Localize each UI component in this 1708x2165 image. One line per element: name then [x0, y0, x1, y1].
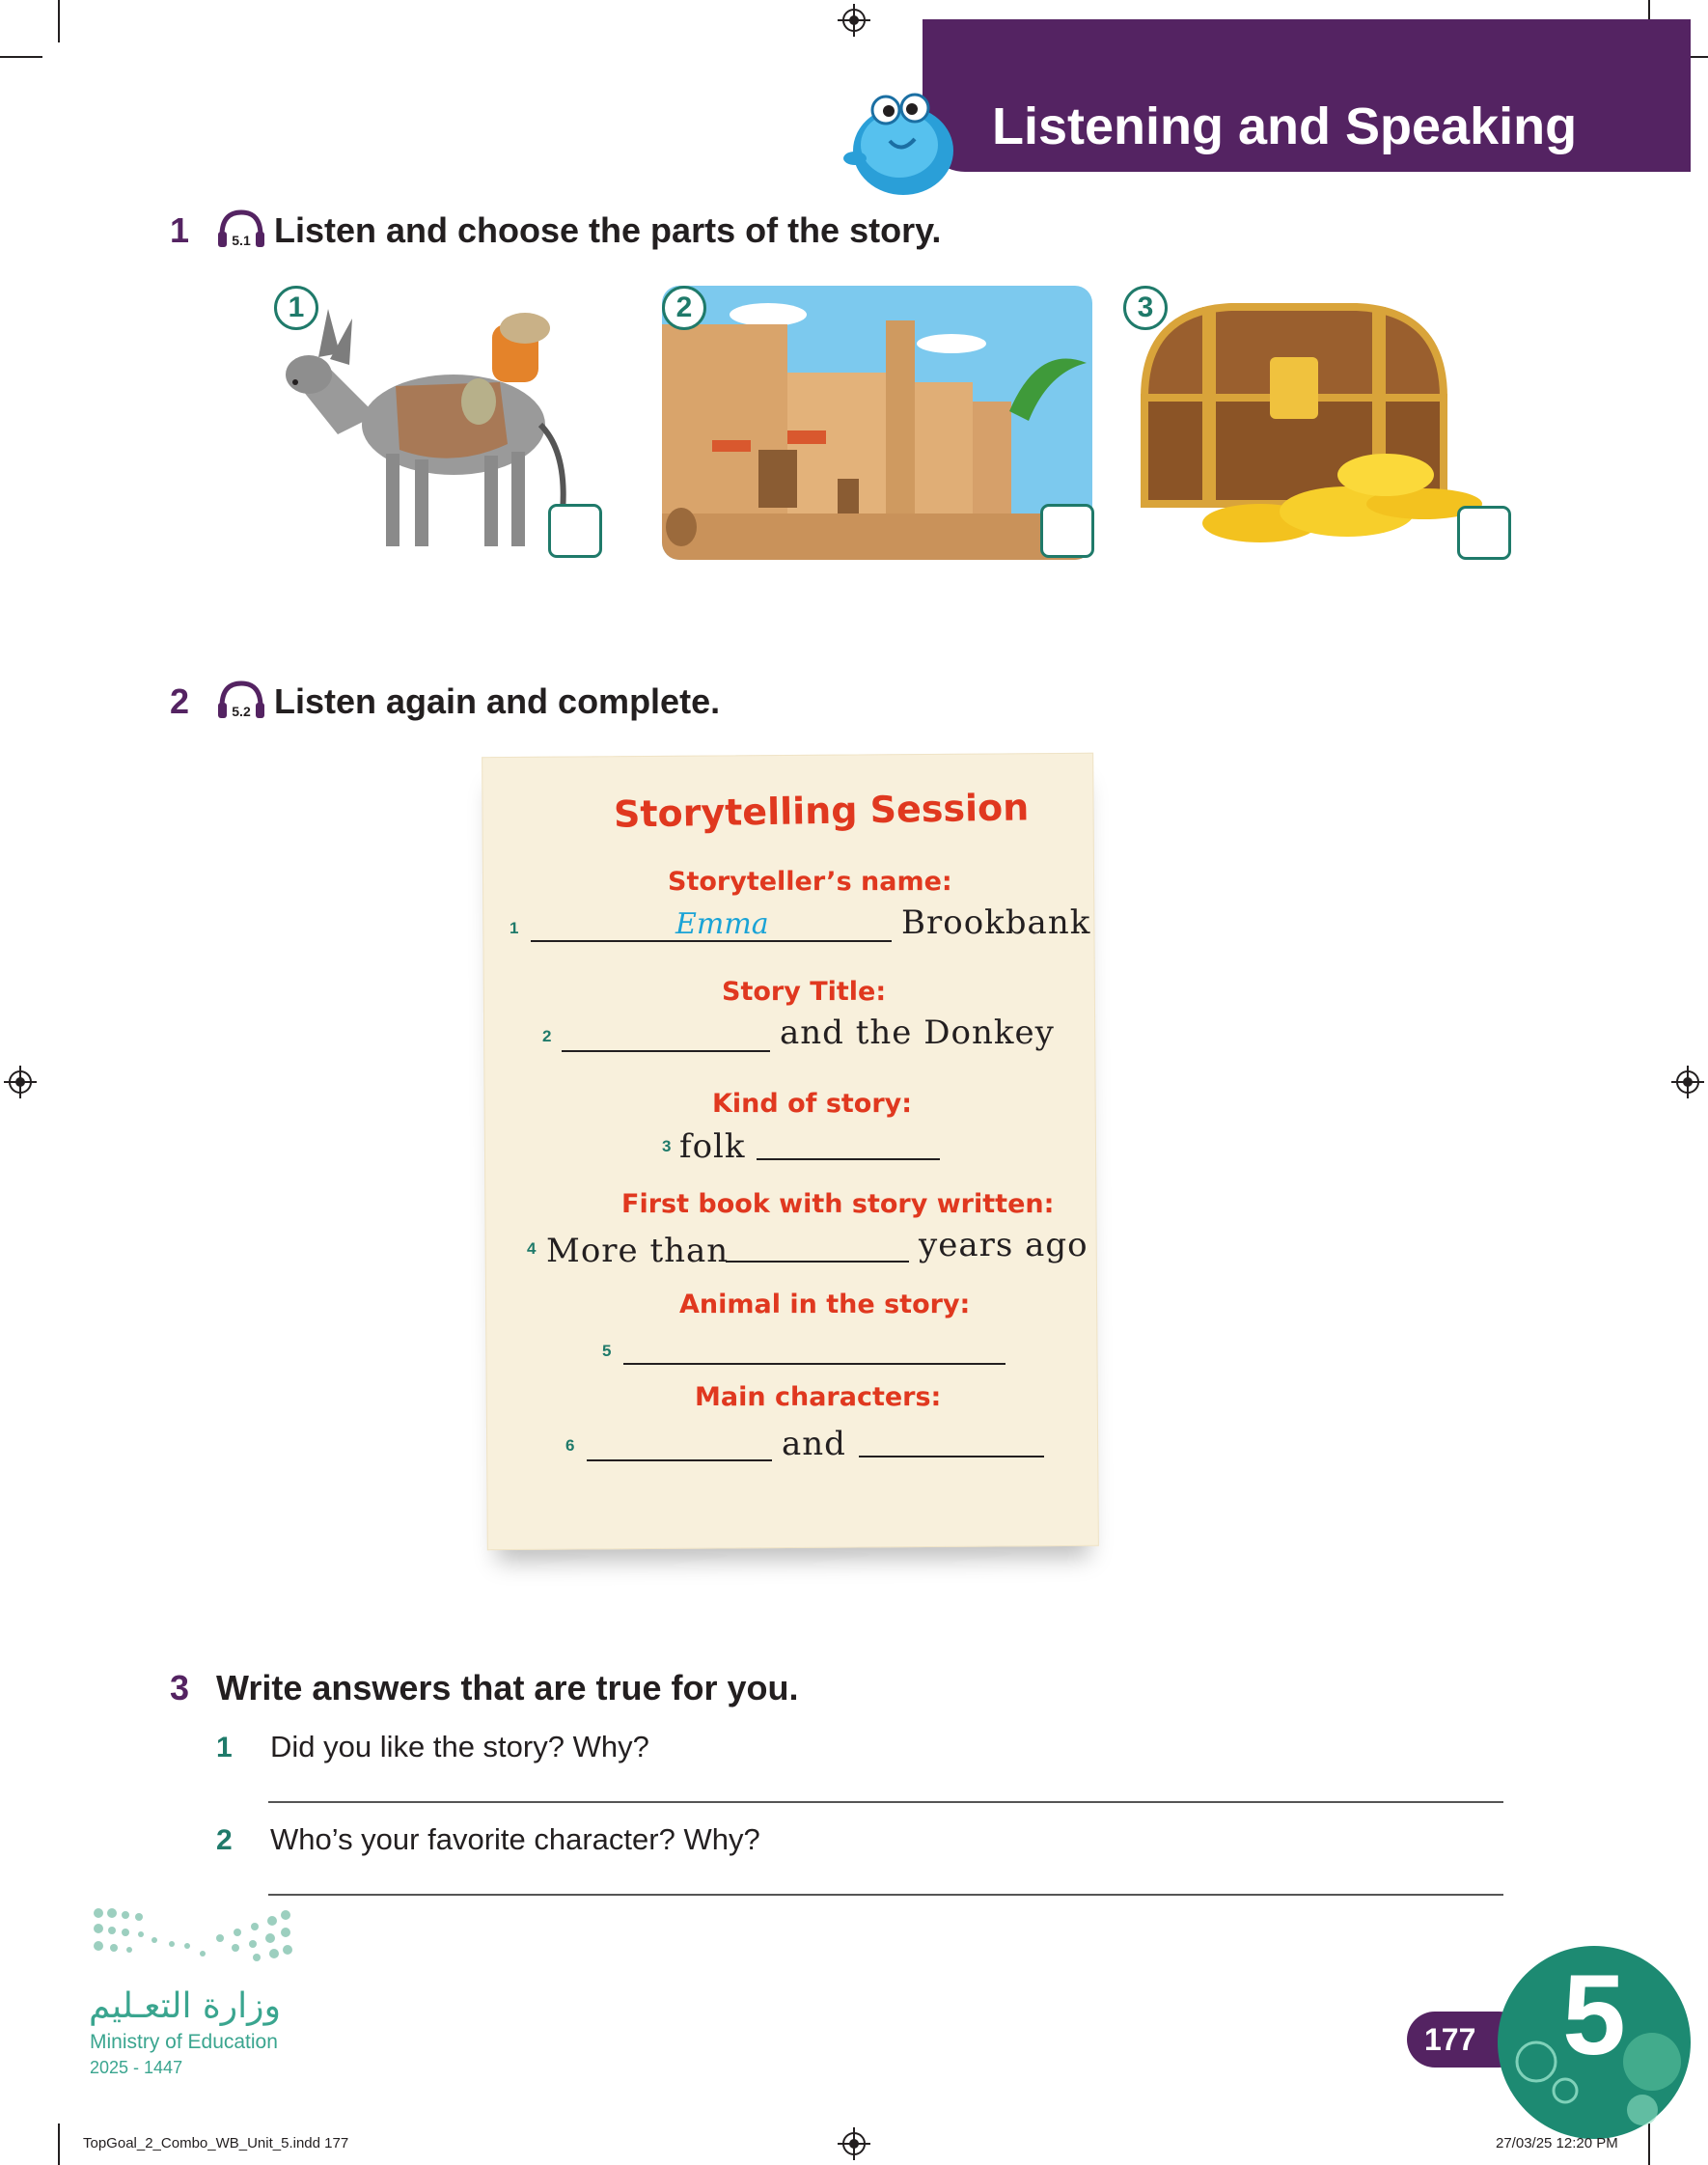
registration-mark-icon	[838, 4, 870, 37]
choice-checkbox[interactable]	[548, 504, 602, 558]
card-label: Main characters:	[695, 1382, 942, 1412]
old-town-picture[interactable]	[662, 286, 1092, 560]
picture-number-badge: 3	[1123, 286, 1168, 330]
choice-checkbox[interactable]	[1457, 506, 1511, 560]
page-title: Listening and Speaking	[992, 97, 1578, 155]
exercise-instruction: Listen and choose the parts of the story.	[274, 210, 942, 250]
crop-mark	[58, 2123, 60, 2165]
card-label: Kind of story:	[712, 1089, 913, 1119]
answer-blank[interactable]	[562, 1050, 770, 1052]
question-text: Did you like the story? Why?	[270, 1730, 649, 1763]
answer-blank[interactable]	[726, 1261, 909, 1263]
answer-blank[interactable]	[587, 1459, 772, 1461]
audio-track-label: 5.1	[232, 233, 251, 248]
audio-track-label: 5.2	[232, 704, 251, 719]
unit-number: 5	[1562, 1952, 1626, 2079]
registration-mark-icon	[1671, 1066, 1704, 1098]
sample-answer: Emma	[675, 907, 769, 941]
exercise-instruction: Write answers that are true for you.	[216, 1668, 799, 1707]
exercise-number: 1	[170, 210, 190, 250]
choice-checkbox[interactable]	[1040, 504, 1094, 558]
card-title: Storytelling Session	[613, 786, 1030, 836]
print-timestamp: 27/03/25 12:20 PM	[1496, 2135, 1618, 2151]
treasure-chest-picture[interactable]	[1135, 291, 1501, 560]
ministry-english-name: Ministry of Education	[90, 2031, 278, 2053]
answer-line[interactable]	[268, 1894, 1503, 1896]
crop-mark	[58, 0, 60, 42]
registration-mark-icon	[838, 2127, 870, 2160]
card-text: Brookbank	[901, 903, 1091, 942]
question-number: 2	[216, 1824, 233, 1856]
exercise-number: 3	[170, 1668, 190, 1707]
exercise-number: 2	[170, 681, 190, 721]
page-number: 177	[1407, 2012, 1527, 2068]
crop-mark	[0, 56, 42, 58]
exercise-instruction: Listen again and complete.	[274, 681, 721, 721]
blank-number: 3	[662, 1137, 672, 1155]
card-text: More than	[546, 1232, 730, 1270]
mascot-icon	[841, 81, 957, 201]
answer-blank[interactable]	[623, 1363, 1006, 1365]
picture-number-badge: 1	[274, 286, 318, 330]
blank-number: 6	[565, 1436, 575, 1455]
question-number: 1	[216, 1732, 233, 1763]
blank-number: 5	[602, 1342, 612, 1360]
card-text: years ago	[919, 1226, 1088, 1264]
ministry-logo-icon	[91, 1905, 293, 1965]
blank-number: 1	[510, 919, 519, 937]
registration-mark-icon	[4, 1066, 37, 1098]
blank-number: 2	[542, 1027, 552, 1045]
headphones-icon[interactable]	[216, 678, 266, 720]
headphones-icon[interactable]	[216, 207, 266, 249]
answer-blank[interactable]	[757, 1158, 940, 1160]
blank-number: 4	[527, 1239, 537, 1258]
card-label: Story Title:	[722, 977, 887, 1007]
answer-blank[interactable]	[859, 1456, 1044, 1457]
ministry-year: 2025 - 1447	[90, 2058, 183, 2077]
file-slug: TopGoal_2_Combo_WB_Unit_5.indd 177	[83, 2135, 349, 2151]
picture-number-badge: 2	[662, 286, 706, 330]
card-text: and	[782, 1425, 846, 1463]
question-text: Who’s your favorite character? Why?	[270, 1822, 760, 1856]
card-text: folk	[679, 1127, 746, 1166]
card-text: and the Donkey	[780, 1013, 1055, 1052]
ministry-arabic-name: وزارة التعـليم	[89, 1986, 281, 2026]
card-label: First book with story written:	[621, 1189, 1055, 1219]
card-label: Animal in the story:	[679, 1290, 971, 1319]
card-label: Storyteller’s name:	[668, 867, 952, 897]
answer-line[interactable]	[268, 1801, 1503, 1803]
